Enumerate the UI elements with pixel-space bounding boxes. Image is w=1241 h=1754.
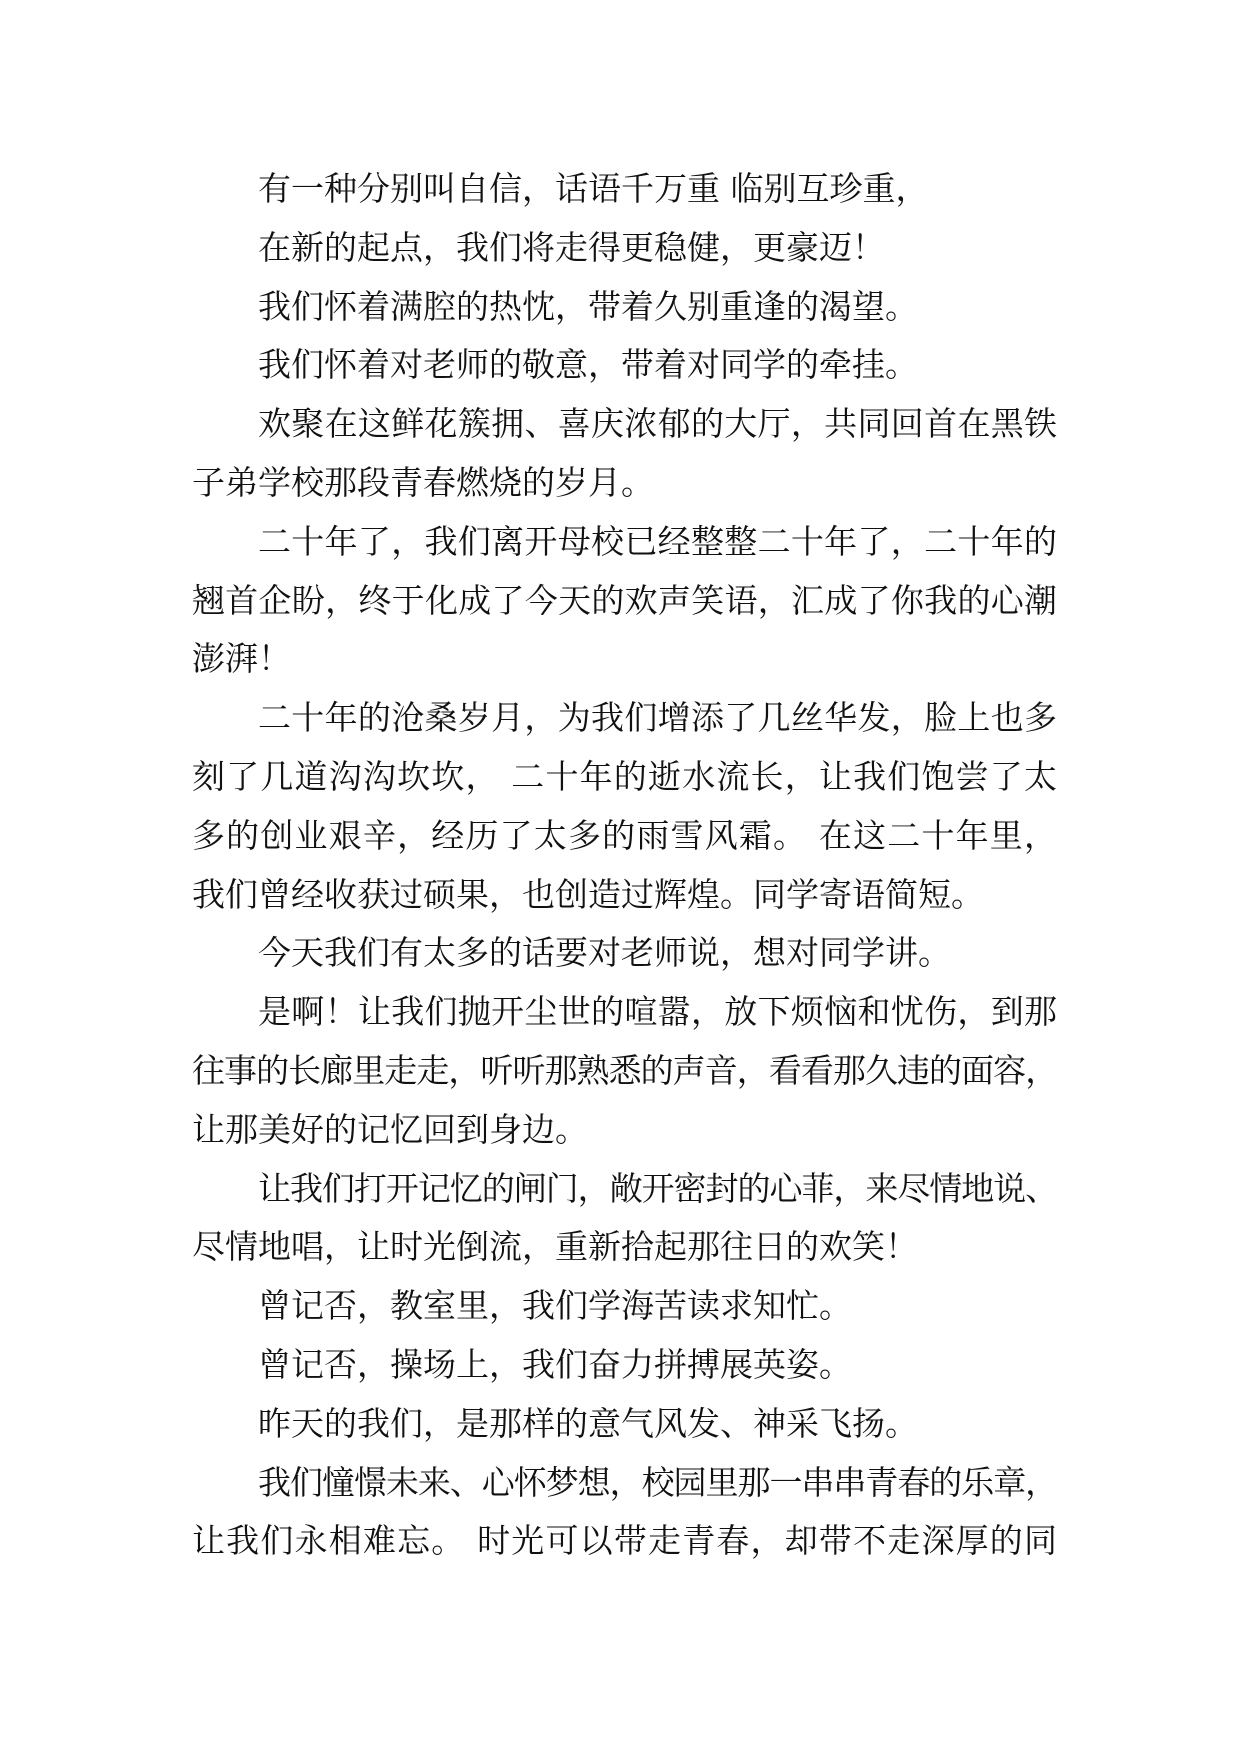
paragraph: [192, 1395, 1057, 1454]
text-line: 欢聚在这鲜花簇拥、喜庆浓郁的大厅，共同回首在黑铁: [258, 404, 1057, 444]
text-line: 让那美好的记忆回到身边。: [192, 1109, 588, 1149]
paragraph: [192, 1277, 1057, 1336]
text-line: 我们曾经收获过硕果，也创造过辉煌。同学寄语简短。: [192, 874, 984, 914]
text-line: 澎湃！: [192, 639, 291, 679]
text-line: 我们憧憬未来、心怀梦想，校园里那一串串青春的乐章，: [258, 1462, 1057, 1502]
document-body: [192, 160, 1057, 1571]
text-line: 曾记否，操场上，我们奋力拼搏展英姿。: [258, 1344, 852, 1384]
paragraph: [192, 336, 1057, 395]
text-line: 刻了几道沟沟坎坎， 二十年的逝水流长，让我们饱尝了太: [192, 756, 1057, 796]
text-line: 昨天的我们，是那样的意气风发、神采飞扬。: [258, 1403, 918, 1443]
text-line: 我们怀着对老师的敬意，带着对同学的牵挂。: [258, 345, 918, 385]
text-line: 二十年了，我们离开母校已经整整二十年了，二十年的: [258, 521, 1057, 561]
paragraph: [192, 983, 1057, 1159]
text-line: 子弟学校那段青春燃烧的岁月。: [192, 462, 654, 502]
text-line: 有一种分别叫自信，话语千万重 临别互珍重，: [258, 169, 929, 208]
paragraph: [192, 395, 1057, 513]
text-line: 我们怀着满腔的热忱，带着久别重逢的渴望。: [258, 286, 918, 326]
text-line: 是啊！让我们抛开尘世的喧嚣，放下烦恼和忧伤，到那: [258, 992, 1057, 1032]
paragraph: [192, 924, 1057, 983]
text-line: 尽情地唱，让时光倒流，重新拾起那往日的欢笑！: [192, 1227, 918, 1267]
paragraph: [192, 1160, 1057, 1278]
paragraph: [192, 219, 1057, 278]
text-line: 在新的起点，我们将走得更稳健，更豪迈！: [258, 227, 885, 267]
paragraph: [192, 1336, 1057, 1395]
text-line: 曾记否，教室里，我们学海苦读求知忙。: [258, 1286, 852, 1326]
text-line: 往事的长廊里走走，听听那熟悉的声音，看看那久违的面容，: [192, 1050, 1057, 1090]
paragraph: [192, 160, 1057, 219]
text-line: 多的创业艰辛，经历了太多的雨雪风霜。 在这二十年里，: [192, 815, 1057, 855]
paragraph: [192, 513, 1057, 689]
text-line: 翘首企盼，终于化成了今天的欢声笑语，汇成了你我的心潮: [192, 580, 1057, 620]
text-line: 二十年的沧桑岁月，为我们增添了几丝华发，脸上也多: [258, 698, 1057, 738]
paragraph: [192, 689, 1057, 924]
text-line: 今天我们有太多的话要对老师说，想对同学讲。: [258, 933, 951, 973]
paragraph: [192, 1454, 1057, 1572]
paragraph: [192, 278, 1057, 337]
text-line: 让我们永相难忘。 时光可以带走青春，却带不走深厚的同: [192, 1521, 1057, 1561]
text-line: 让我们打开记忆的闸门，敞开密封的心菲，来尽情地说、: [258, 1168, 1057, 1208]
